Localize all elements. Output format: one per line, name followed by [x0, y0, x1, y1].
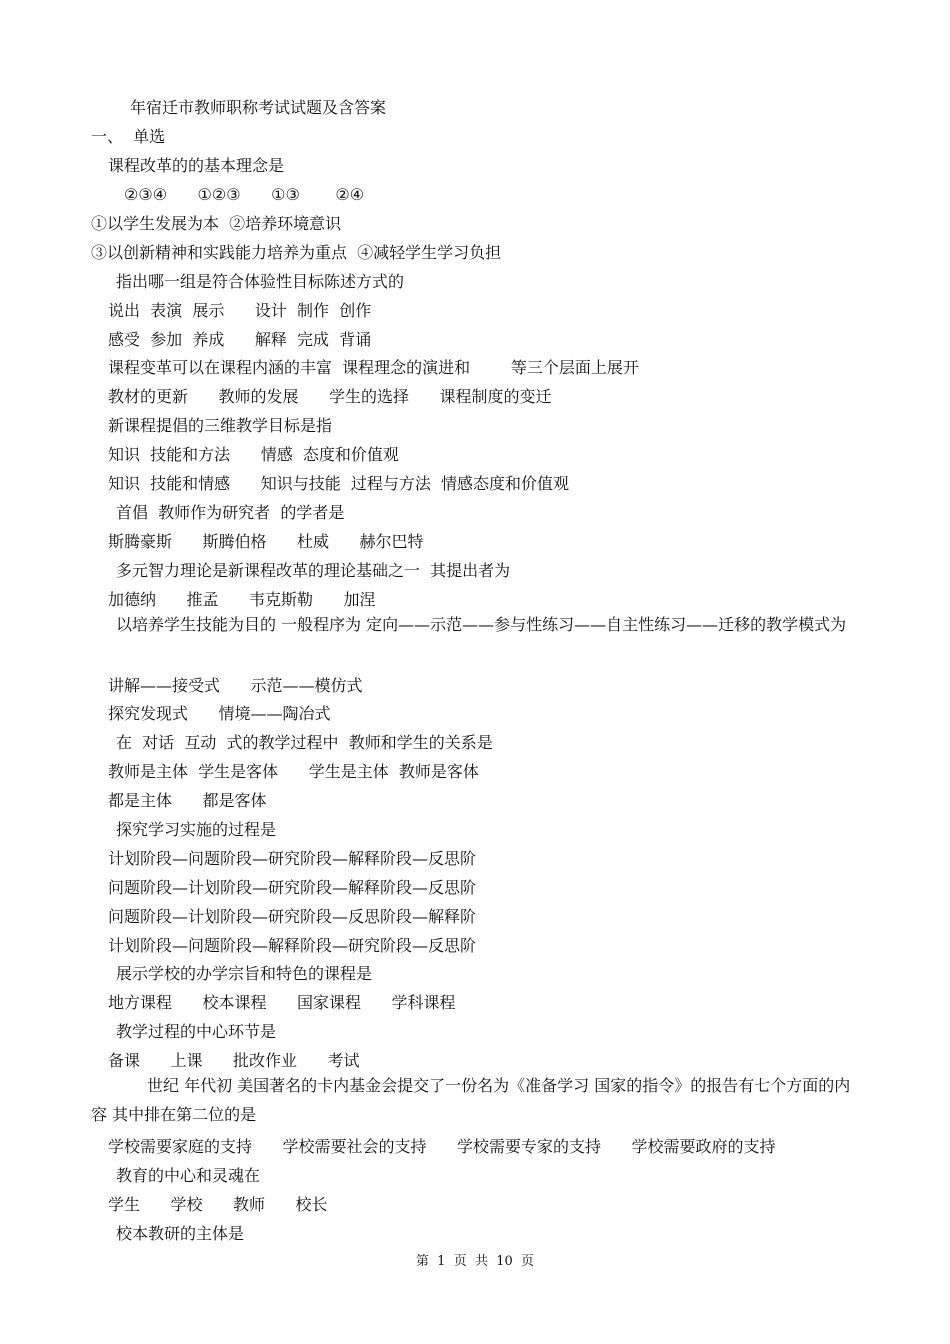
question-12: 世纪 年代初 美国著名的卡内基金会提交了一份名为《准备学习 国家的指令》的报告有七个方面的内容 其中排在第二位的是 — [91, 1076, 851, 1124]
question-11-options: 备课 上课 批改作业 考试 — [108, 1051, 360, 1070]
question-9-option: 问题阶段—计划阶段—研究阶段—解释阶段—反思阶 — [108, 878, 477, 897]
question-2-options: 说出 表演 展示 设计 制作 创作 — [108, 301, 372, 320]
question-4: 新课程提倡的三维教学目标是指 — [108, 416, 333, 435]
question-9-option: 计划阶段—问题阶段—解释阶段—研究阶段—反思阶 — [108, 936, 477, 955]
question-2: 指出哪一组是符合体验性目标陈述方式的 — [116, 272, 405, 291]
question-14: 校本教研的主体是 — [116, 1224, 245, 1243]
question-3: 课程变革可以在课程内涵的丰富 课程理念的演进和 等三个层面上展开 — [108, 358, 639, 377]
question-7-options: 探究发现式 情境——陶冶式 — [108, 704, 331, 723]
question-13-options: 学生 学校 教师 校长 — [108, 1195, 328, 1214]
question-2-options: 感受 参加 养成 解释 完成 背诵 — [108, 330, 372, 349]
document-title: 年宿迁市教师职称考试试题及含答案 — [130, 98, 387, 117]
question-8-options: 教师是主体 学生是客体 学生是主体 教师是客体 — [108, 762, 479, 781]
question-8-options: 都是主体 都是客体 — [108, 791, 267, 810]
question-10: 展示学校的办学宗旨和特色的课程是 — [116, 964, 373, 983]
question-12-options: 学校需要家庭的支持 学校需要社会的支持 学校需要专家的支持 学校需要政府的支持 — [108, 1137, 776, 1156]
question-1-options: ②③④ ①②③ ①③ ②④ — [124, 185, 365, 204]
page-footer: 第 1 页 共 10 页 — [415, 1254, 535, 1269]
question-10-options: 地方课程 校本课程 国家课程 学科课程 — [108, 993, 456, 1012]
question-9: 探究学习实施的过程是 — [116, 820, 277, 839]
question-8: 在 对话 互动 式的教学过程中 教师和学生的关系是 — [116, 733, 493, 752]
question-5: 首倡 教师作为研究者 的学者是 — [116, 503, 345, 522]
question-4-options: 知识 技能和方法 情感 态度和价值观 — [108, 445, 399, 464]
question-6-options: 加德纳 推孟 韦克斯勒 加涅 — [108, 590, 376, 609]
question-4-options: 知识 技能和情感 知识与技能 过程与方法 情感态度和价值观 — [108, 474, 570, 493]
section-heading: 一、 单选 — [91, 127, 166, 146]
question-3-options: 教材的更新 教师的发展 学生的选择 课程制度的变迁 — [108, 387, 552, 406]
question-9-option: 计划阶段—问题阶段—研究阶段—解释阶段—反思阶 — [108, 849, 477, 868]
question-1-statement: ③以创新精神和实践能力培养为重点 ④减轻学生学习负担 — [91, 243, 502, 262]
question-1-statement: ①以学生发展为本 ②培养环境意识 — [91, 214, 342, 233]
question-5-options: 斯腾豪斯 斯腾伯格 杜威 赫尔巴特 — [108, 532, 424, 551]
question-1: 课程改革的的基本理念是 — [108, 156, 285, 175]
question-7-options: 讲解——接受式 示范——模仿式 — [108, 676, 363, 695]
question-6: 多元智力理论是新课程改革的理论基础之一 其提出者为 — [116, 561, 511, 580]
question-9-option: 问题阶段—计划阶段—研究阶段—反思阶段—解释阶 — [108, 907, 477, 926]
question-7: 以培养学生技能为目的 一般程序为 定向——示范——参与性练习——自主性练习——迁移的教学模式为 — [116, 615, 847, 634]
question-11: 教学过程的中心环节是 — [116, 1022, 277, 1041]
question-13: 教育的中心和灵魂在 — [116, 1166, 261, 1185]
